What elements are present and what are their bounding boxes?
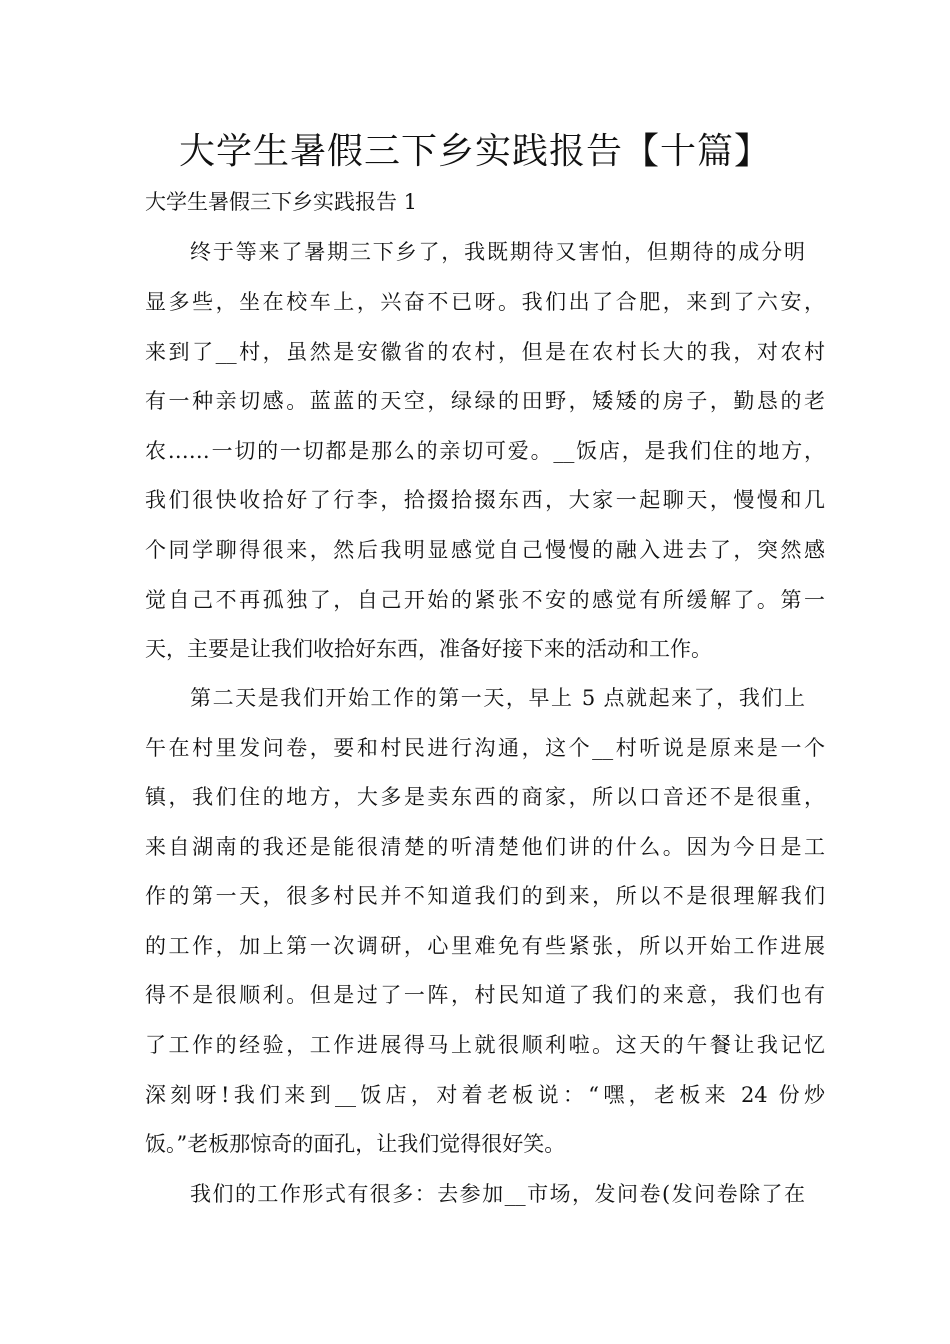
- text-line: 了工作的经验，工作进展得马上就很顺利啦。这天的午餐让我记忆: [145, 1033, 825, 1057]
- text-line: 饭。”老板那惊奇的面孔，让我们觉得很好笑。: [145, 1132, 566, 1156]
- text-line: 终于等来了暑期三下乡了，我既期待又害怕，但期待的成分明: [190, 240, 805, 264]
- text-line: 第二天是我们开始工作的第一天，早上 5 点就起来了，我们上: [190, 686, 805, 710]
- text-line: 农……一切的一切都是那么的亲切可爱。__饭店，是我们住的地方，: [145, 439, 825, 463]
- text-line: 觉自己不再孤独了，自己开始的紧张不安的感觉有所缓解了。第一: [145, 588, 825, 612]
- text-line: 个同学聊得很来，然后我明显感觉自己慢慢的融入进去了，突然感: [145, 538, 825, 562]
- text-line: 深刻呀!我们来到__饭店，对着老板说：“嘿，老板来 24 份炒: [145, 1083, 825, 1107]
- text-line: 来自湖南的我还是能很清楚的听清楚他们讲的什么。因为今日是工: [145, 835, 825, 859]
- section-heading: 大学生暑假三下乡实践报告 1: [145, 190, 418, 214]
- document-title: 大学生暑假三下乡实践报告【十篇】: [178, 131, 771, 172]
- text-line: 的工作，加上第一次调研，心里难免有些紧张，所以开始工作进展: [145, 934, 825, 958]
- text-line: 午在村里发问卷，要和村民进行沟通，这个__村听说是原来是一个: [145, 736, 825, 760]
- text-line: 我们很快收拾好了行李，拾掇拾掇东西，大家一起聊天，慢慢和几: [145, 488, 825, 512]
- text-line: 有一种亲切感。蓝蓝的天空，绿绿的田野，矮矮的房子，勤恳的老: [145, 389, 825, 413]
- text-line: 我们的工作形式有很多：去参加__市场，发问卷(发问卷除了在: [190, 1182, 805, 1206]
- text-line: 镇，我们住的地方，大多是卖东西的商家，所以口音还不是很重，: [145, 785, 825, 809]
- text-line: 天，主要是让我们收拾好东西，准备好接下来的活动和工作。: [145, 637, 712, 661]
- text-line: 来到了__村，虽然是安徽省的农村，但是在农村长大的我，对农村: [145, 340, 825, 364]
- text-line: 作的第一天，很多村民并不知道我们的到来，所以不是很理解我们: [145, 884, 825, 908]
- text-line: 得不是很顺利。但是过了一阵，村民知道了我们的来意，我们也有: [145, 983, 825, 1007]
- text-line: 显多些，坐在校车上，兴奋不已呀。我们出了合肥，来到了六安，: [145, 290, 825, 314]
